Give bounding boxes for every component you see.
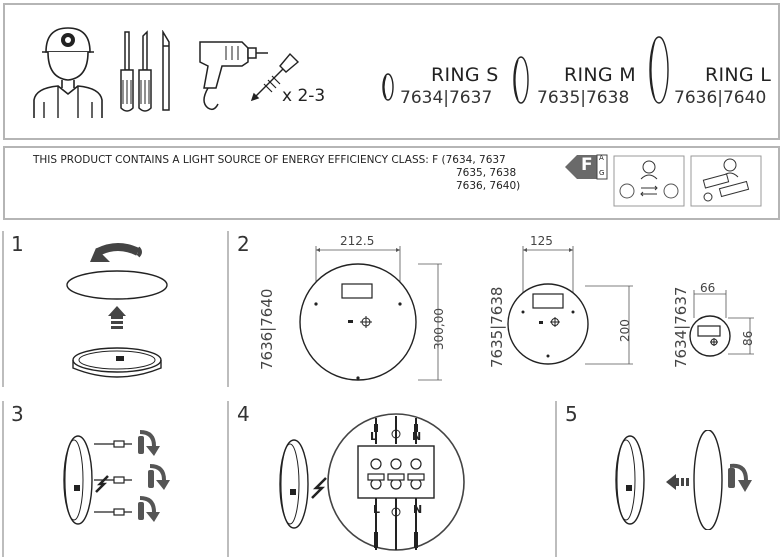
up-arrow-icon	[108, 306, 126, 329]
separator	[227, 401, 229, 557]
step-5-illustration	[610, 430, 755, 530]
terminal-bottom-l: L	[373, 503, 381, 516]
dim-large-width: 212.5	[340, 234, 375, 248]
driver-replace-pictogram-icon	[690, 155, 762, 207]
step-4-number: 4	[237, 402, 250, 426]
step-2-number: 2	[237, 232, 250, 256]
terminal-bottom-n: N	[413, 503, 423, 516]
ring-l-profile-icon	[644, 34, 670, 106]
dim-large-drawing	[290, 240, 450, 390]
step-1-illustration	[60, 240, 175, 382]
ring-m-codes: 7635|7638	[537, 88, 630, 108]
step-3-number: 3	[11, 402, 24, 426]
ring-s-codes: 7634|7637	[400, 88, 493, 108]
ring-m-name: RING M	[564, 64, 636, 86]
energy-text-line3: 7636, 7640)	[456, 180, 521, 192]
separator	[555, 401, 557, 557]
quantity-label: x 2-3	[282, 86, 326, 106]
ring-m-profile-icon	[509, 54, 529, 106]
dim-large-height: 300,00	[432, 308, 446, 350]
screw-rotate-icon	[138, 430, 170, 522]
rotate-arrow-icon	[728, 464, 752, 492]
energy-text-line1: THIS PRODUCT CONTAINS A LIGHT SOURCE OF ENERGY EFFICIENCY CLASS: F (7634, 7637	[33, 154, 506, 166]
step-1-number: 1	[11, 232, 24, 256]
separator	[227, 231, 229, 387]
energy-class-letter: F	[581, 155, 593, 175]
terminal-block-illustration	[326, 404, 466, 559]
terminal-top-n: N	[412, 430, 422, 443]
step-5-number: 5	[565, 402, 578, 426]
rotate-arrow-icon	[90, 247, 140, 262]
installer-person-icon	[28, 22, 108, 120]
energy-scale-top: A	[599, 154, 604, 162]
separator	[2, 401, 4, 557]
dim-medium-width: 125	[530, 234, 553, 248]
screwdrivers-icon	[118, 30, 180, 114]
terminal-top-l: L	[370, 430, 378, 443]
dim-large-codes: 7636|7640	[258, 288, 276, 370]
ring-s-name: RING S	[431, 64, 499, 86]
dim-medium-height: 200	[618, 319, 632, 342]
dim-small-height: 86	[741, 330, 755, 346]
left-arrow-icon	[666, 474, 689, 490]
energy-scale-bottom: G	[599, 169, 605, 177]
dim-small-codes: 7634|7637	[672, 286, 690, 368]
separator	[2, 231, 4, 387]
led-replace-pictogram-icon	[613, 155, 685, 207]
dim-small-drawing	[688, 288, 758, 368]
energy-text-line2: 7635, 7638	[456, 167, 517, 179]
ring-l-codes: 7636|7640	[674, 88, 767, 108]
dim-medium-codes: 7635|7638	[488, 286, 506, 368]
ring-l-name: RING L	[705, 64, 772, 86]
step-3-illustration	[60, 430, 170, 530]
dim-medium-drawing	[505, 240, 635, 380]
ring-s-profile-icon	[380, 72, 394, 102]
dim-small-width: 66	[700, 281, 716, 295]
